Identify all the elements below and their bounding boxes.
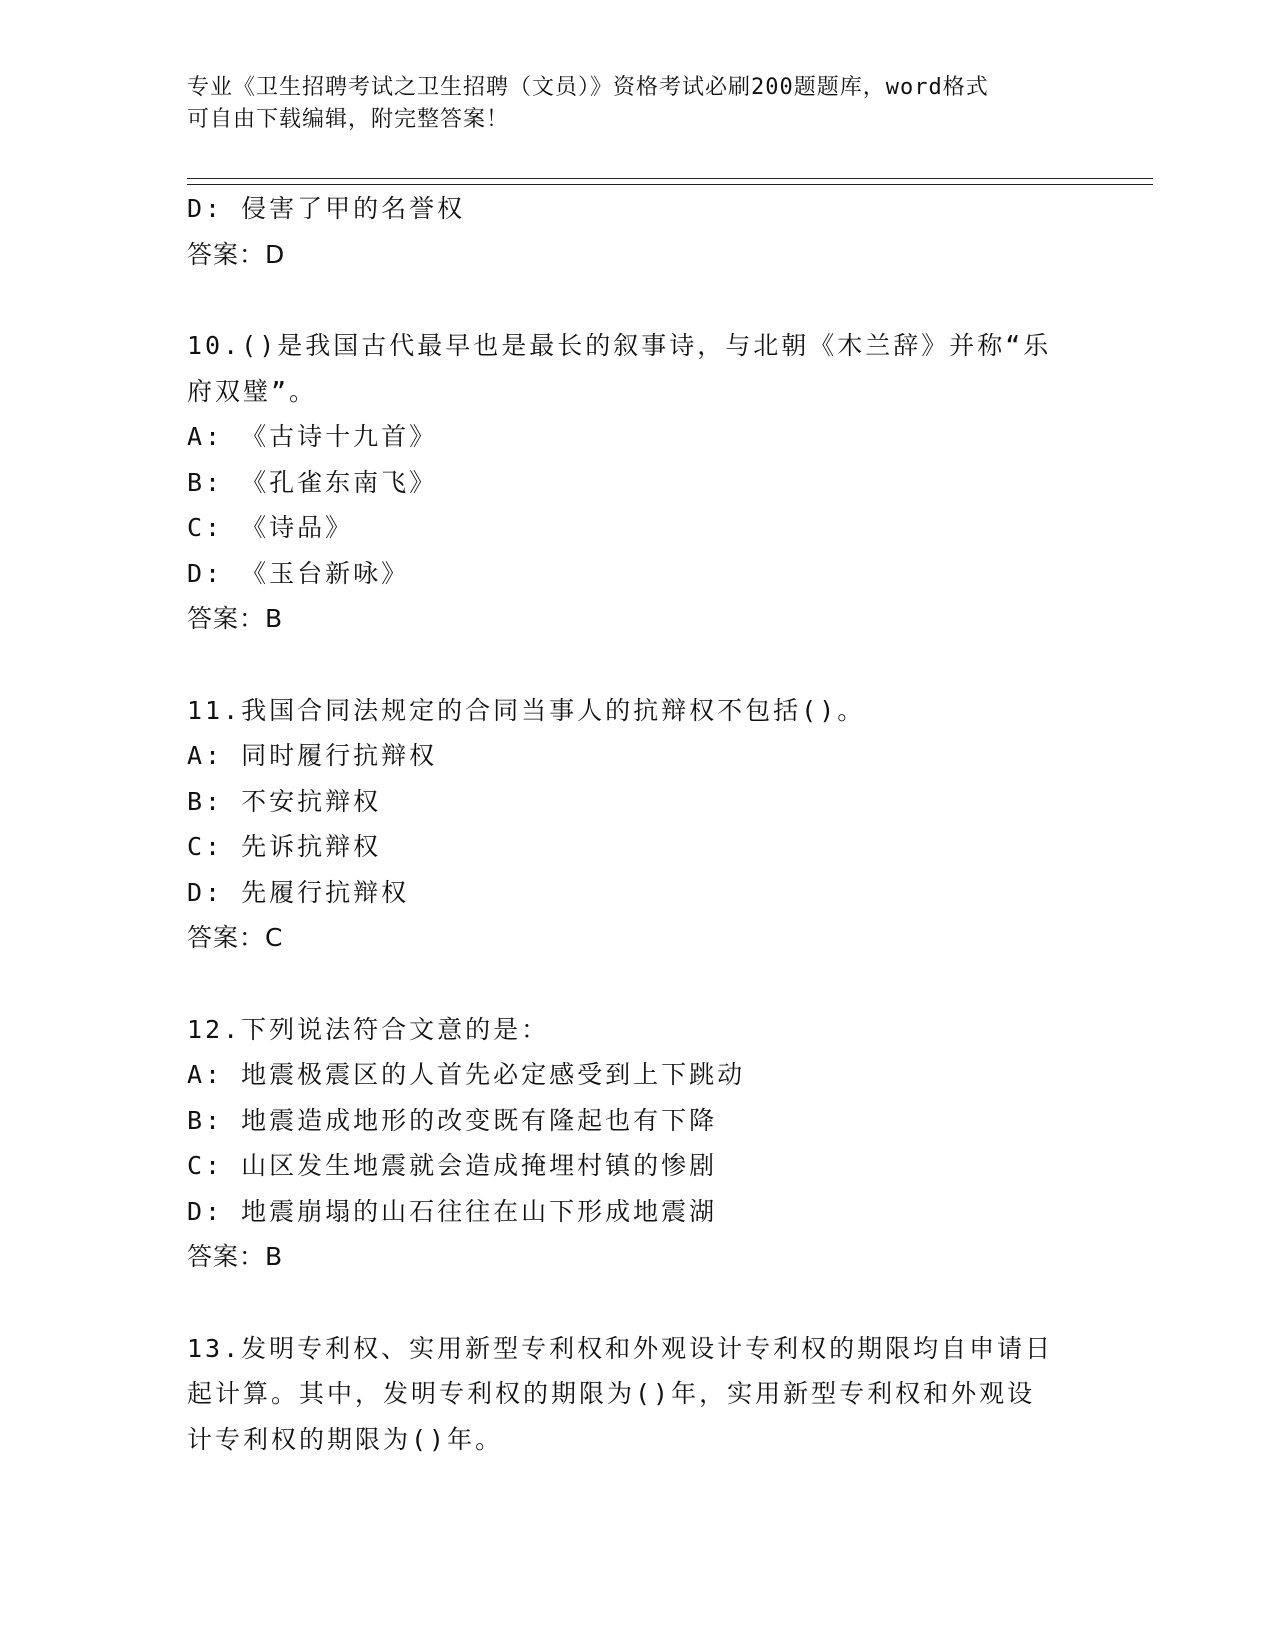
q11-stem: 11.我国合同法规定的合同当事人的抗辩权不包括()。 xyxy=(187,695,866,725)
spacer xyxy=(187,277,1087,323)
spacer xyxy=(187,1280,1087,1326)
q11-option-b: B: 不安抗辩权 xyxy=(187,786,382,816)
q13-stem-line-1: 13.发明专利权、实用新型专利权和外观设计专利权的期限均自申请日 xyxy=(187,1333,1054,1363)
q12-answer: 答案：B xyxy=(187,1242,284,1271)
header-divider-bottom xyxy=(187,184,1153,185)
header-title-line-2: 可自由下载编辑，附完整答案！ xyxy=(187,107,510,132)
header-divider-top xyxy=(187,178,1153,179)
q10-option-c: C: 《诗品》 xyxy=(187,513,354,542)
spacer xyxy=(187,961,1087,1007)
q12-option-d: D: 地震崩塌的山石往往在山下形成地震湖 xyxy=(187,1196,718,1226)
question-11 xyxy=(187,688,1087,961)
spacer xyxy=(187,642,1087,688)
header-title-line-1: 专业《卫生招聘考试之卫生招聘（文员）》资格考试必刷200题题库，word格式 xyxy=(187,75,989,100)
q10-option-b: B: 《孔雀东南飞》 xyxy=(187,467,438,497)
q10-option-a: A: 《古诗十九首》 xyxy=(187,422,438,451)
q11-option-c: C: 先诉抗辩权 xyxy=(187,832,382,861)
q10-option-d: D: 《玉台新咏》 xyxy=(187,558,410,588)
q13-stem-line-2: 起计算。其中，发明专利权的期限为()年，实用新型专利权和外观设 xyxy=(187,1379,1036,1408)
q12-option-a: A: 地震极震区的人首先必定感受到上下跳动 xyxy=(187,1060,746,1089)
q11-option-a: A: 同时履行抗辩权 xyxy=(187,741,438,770)
q11-answer: 答案：C xyxy=(187,923,284,952)
document-header xyxy=(187,72,1067,136)
q13-stem-line-3: 计专利权的期限为()年。 xyxy=(187,1424,504,1454)
q11-option-d: D: 先履行抗辩权 xyxy=(187,877,410,907)
question-13 xyxy=(187,1326,1087,1463)
q12-stem: 12.下列说法符合文意的是： xyxy=(187,1014,550,1044)
q10-stem-line-2: 府双璧”。 xyxy=(187,376,318,406)
q9-option-d: D: 侵害了甲的名誉权 xyxy=(187,194,466,223)
q12-option-b: B: 地震造成地形的改变既有隆起也有下降 xyxy=(187,1105,718,1135)
question-12 xyxy=(187,1007,1087,1280)
question-list xyxy=(187,186,1087,1462)
q9-answer: 答案：D xyxy=(187,239,286,269)
q10-stem-line-1: 10.()是我国古代最早也是最长的叙事诗，与北朝《木兰辞》并称“乐 xyxy=(187,331,1052,360)
question-10 xyxy=(187,323,1087,642)
question-9-tail xyxy=(187,186,1087,277)
q12-option-c: C: 山区发生地震就会造成掩埋村镇的惨剧 xyxy=(187,1151,718,1180)
q10-answer: 答案：B xyxy=(187,604,284,633)
